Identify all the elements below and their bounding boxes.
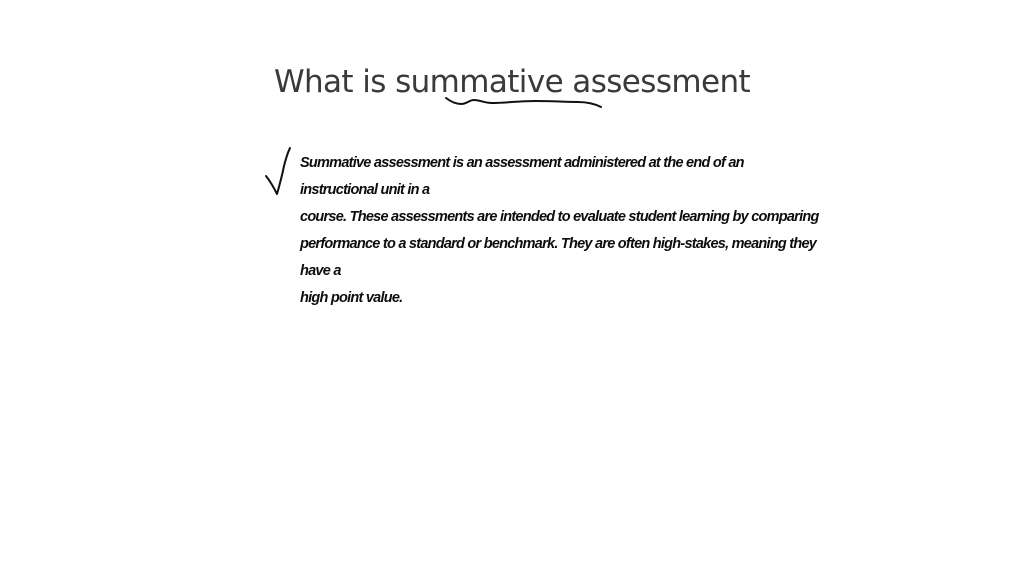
definition-line-3: performance to a standard or benchmark. They are often high-stakes, meaning they have a: [300, 236, 817, 279]
definition-paragraph: [300, 150, 820, 312]
page-title: [0, 64, 1024, 100]
title-prefix: What is: [273, 64, 396, 100]
handwritten-checkmark-icon: [266, 148, 290, 194]
definition-line-4: high point value.: [300, 290, 403, 306]
title-suffix: assessment: [563, 64, 751, 100]
title-underlined-word: summative: [395, 64, 564, 100]
definition-line-2: course. These assessments are intended to evaluate student learning by comparing: [300, 209, 819, 225]
definition-line-1: Summative assessment is an assessment administered at the end of an instructional unit in a: [300, 155, 744, 198]
